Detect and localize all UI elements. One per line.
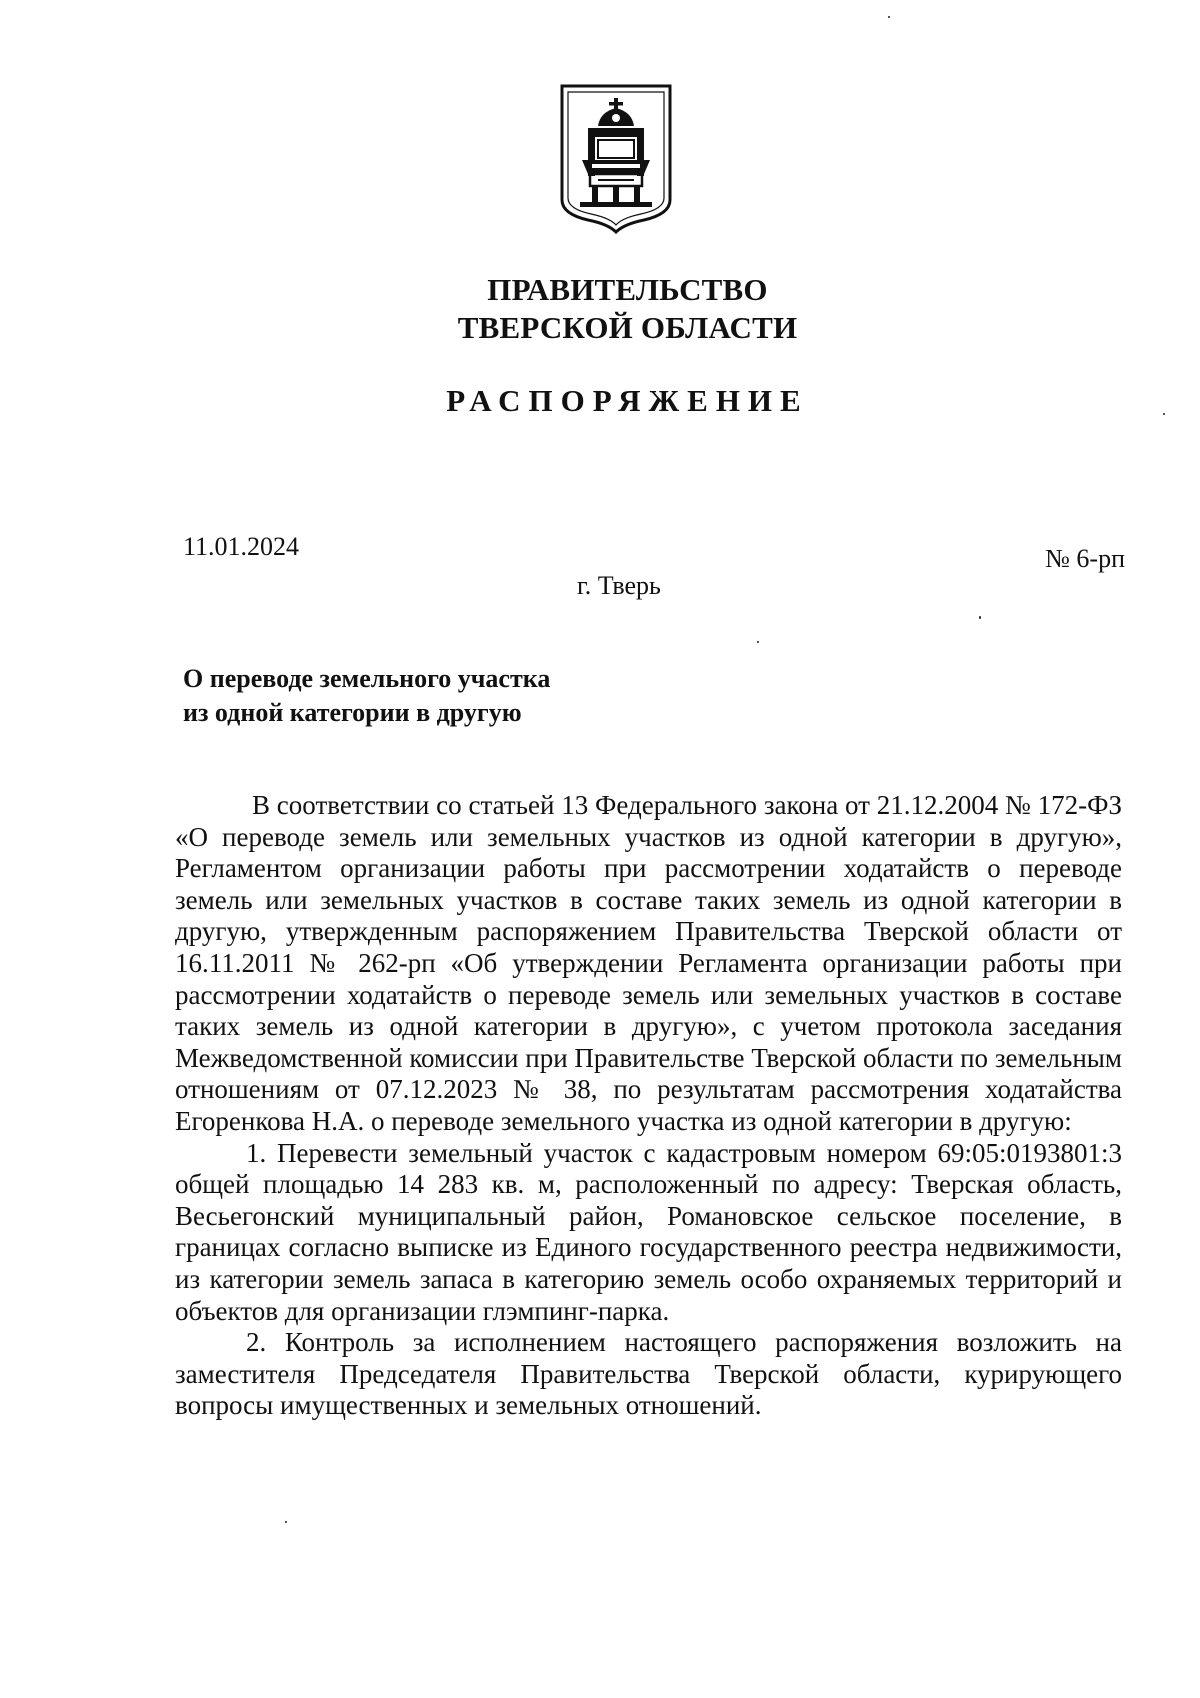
- scan-speck: [888, 16, 890, 18]
- document-type-title: РАСПОРЯЖЕНИЕ: [446, 383, 809, 418]
- subject-line1: О переводе земельного участка: [183, 664, 551, 693]
- document-subject: [183, 662, 550, 730]
- government-name-line2: ТВЕРСКОЙ ОБЛАСТИ: [457, 310, 798, 345]
- government-name-line1: ПРАВИТЕЛЬСТВО: [487, 272, 768, 307]
- subject-line2: из одной категории в другую: [183, 698, 522, 727]
- scan-speck: [285, 1521, 287, 1523]
- scan-speck: [757, 641, 759, 643]
- document-city: г. Тверь: [577, 571, 661, 600]
- document-body: [175, 790, 1122, 1422]
- tver-coat-of-arms-icon: [558, 82, 674, 234]
- order-item-2: 2. Контроль за исполнением настоящего распоряжения возложить на заместителя Председателя Правительства Тверской области, курирующего вопросы имущественных и земельных отношений.: [175, 1327, 1122, 1421]
- scan-speck: [1163, 413, 1165, 415]
- document-date: 11.01.2024: [183, 532, 300, 561]
- preamble-paragraph: В соответствии со статьей 13 Федерального закона от 21.12.2004 № 172-ФЗ «О переводе земель или земельных участков из одной категории в другую», Регламентом организации работы при рассмотрении ходатайств о переводе земель или земельных участков в составе таких земель из одной категории в другую, утвержденным распоряжением Правительства Тверской области от 16.11.2011 № 262-рп «Об утверждении Регламента организации работы при рассмотрении ходатайств о переводе земель или земельных участков в составе таких земель из одной категории в другую», с учетом протокола заседания Межведомственной комиссии при Правительстве Тверской области по земельным отношениям от 07.12.2023 № 38, по результатам рассмотрения ходатайства Егоренкова Н.А. о переводе земельного участка из одной категории в другую:: [175, 790, 1122, 1136]
- order-item-1: 1. Перевести земельный участок с кадастровым номером 69:05:0193801:3 общей площадью 14 283 кв. м, расположенный по адресу: Тверская область, Весьегонский муниципальный район, Романовское сельское поселение, в границах согласно выписке из Единого государственного реестра недвижимости, из категории земель запаса в категорию земель особо охраняемых территорий и объектов для организации глэмпинг-парка.: [175, 1137, 1122, 1326]
- scan-speck: [979, 616, 981, 619]
- document-number: № 6-рп: [1045, 544, 1125, 573]
